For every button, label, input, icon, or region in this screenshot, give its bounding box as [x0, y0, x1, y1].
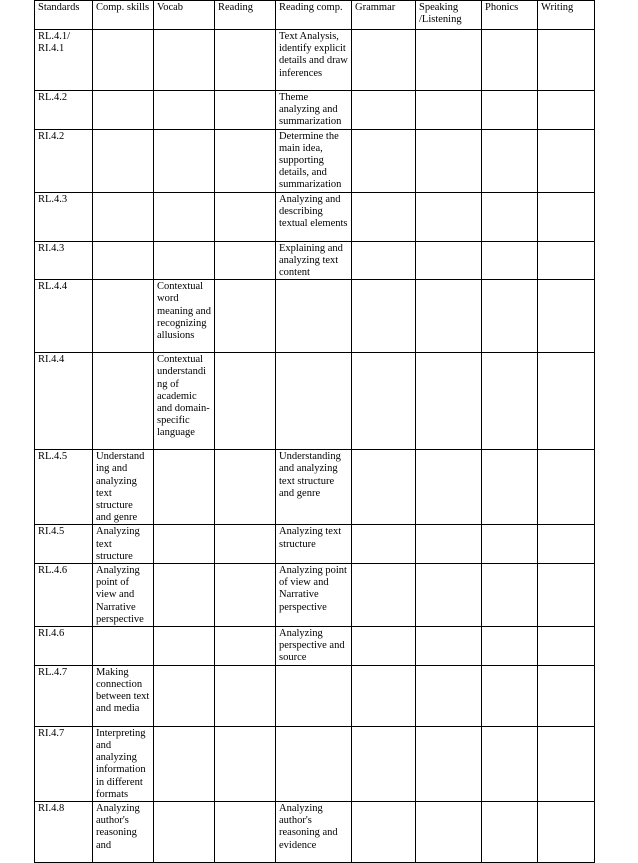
vocab-cell — [154, 726, 215, 801]
standard-cell: RI.4.4 — [35, 353, 93, 450]
phonics-cell — [482, 241, 538, 280]
comp-skills-cell — [93, 241, 154, 280]
reading-comp-cell: Determine the main idea, supporting details, and summarization — [276, 129, 352, 192]
standard-cell: RL.4.4 — [35, 280, 93, 353]
header-reading-comp: Reading comp. — [276, 1, 352, 30]
writing-cell — [538, 627, 595, 666]
reading-comp-cell — [276, 726, 352, 801]
speaking-listening-cell — [416, 129, 482, 192]
speaking-listening-cell — [416, 450, 482, 525]
standards-table — [34, 0, 595, 863]
reading-cell — [215, 192, 276, 241]
reading-cell — [215, 564, 276, 627]
standard-cell: RI.4.6 — [35, 627, 93, 666]
comp-skills-cell — [93, 353, 154, 450]
grammar-cell — [352, 564, 416, 627]
phonics-cell — [482, 91, 538, 130]
phonics-cell — [482, 353, 538, 450]
reading-comp-cell: Analyzing and describing textual elements — [276, 192, 352, 241]
writing-cell — [538, 665, 595, 726]
speaking-listening-cell — [416, 30, 482, 91]
speaking-listening-cell — [416, 241, 482, 280]
vocab-cell: Contextual word meaning and recognizing allusions — [154, 280, 215, 353]
vocab-cell — [154, 192, 215, 241]
writing-cell — [538, 91, 595, 130]
table-row — [35, 129, 595, 192]
standard-cell: RL.4.5 — [35, 450, 93, 525]
grammar-cell — [352, 192, 416, 241]
standard-cell: RL.4.1/ RI.4.1 — [35, 30, 93, 91]
table-row — [35, 280, 595, 353]
header-vocab: Vocab — [154, 1, 215, 30]
grammar-cell — [352, 30, 416, 91]
vocab-cell — [154, 564, 215, 627]
grammar-cell — [352, 241, 416, 280]
phonics-cell — [482, 525, 538, 564]
comp-skills-cell — [93, 30, 154, 91]
header-reading: Reading — [215, 1, 276, 30]
writing-cell — [538, 525, 595, 564]
vocab-cell — [154, 665, 215, 726]
comp-skills-cell — [93, 627, 154, 666]
vocab-cell — [154, 450, 215, 525]
reading-cell — [215, 30, 276, 91]
table-row — [35, 241, 595, 280]
comp-skills-cell — [93, 280, 154, 353]
writing-cell — [538, 353, 595, 450]
header-grammar: Grammar — [352, 1, 416, 30]
speaking-listening-cell — [416, 564, 482, 627]
grammar-cell — [352, 801, 416, 862]
comp-skills-cell: Analyzing text structure — [93, 525, 154, 564]
comp-skills-cell: Understand ing and analyzing text structure and genre — [93, 450, 154, 525]
writing-cell — [538, 726, 595, 801]
vocab-cell — [154, 627, 215, 666]
writing-cell — [538, 129, 595, 192]
table-row — [35, 450, 595, 525]
vocab-cell — [154, 30, 215, 91]
grammar-cell — [352, 129, 416, 192]
vocab-cell — [154, 525, 215, 564]
phonics-cell — [482, 30, 538, 91]
grammar-cell — [352, 91, 416, 130]
table-row — [35, 665, 595, 726]
reading-cell — [215, 91, 276, 130]
table-row — [35, 525, 595, 564]
grammar-cell — [352, 627, 416, 666]
reading-comp-cell: Analyzing point of view and Narrative perspective — [276, 564, 352, 627]
comp-skills-cell: Analyzing author's reasoning and — [93, 801, 154, 862]
reading-comp-cell: Analyzing perspective and source — [276, 627, 352, 666]
phonics-cell — [482, 801, 538, 862]
reading-comp-cell — [276, 353, 352, 450]
table-row — [35, 353, 595, 450]
writing-cell — [538, 801, 595, 862]
grammar-cell — [352, 450, 416, 525]
phonics-cell — [482, 280, 538, 353]
standard-cell: RL.4.3 — [35, 192, 93, 241]
speaking-listening-cell — [416, 280, 482, 353]
header-writing: Writing — [538, 1, 595, 30]
writing-cell — [538, 280, 595, 353]
phonics-cell — [482, 192, 538, 241]
speaking-listening-cell — [416, 353, 482, 450]
standard-cell: RI.4.7 — [35, 726, 93, 801]
header-row — [35, 1, 595, 30]
reading-cell — [215, 665, 276, 726]
reading-comp-cell: Analyzing author's reasoning and evidence — [276, 801, 352, 862]
standard-cell: RI.4.3 — [35, 241, 93, 280]
standard-cell: RL.4.2 — [35, 91, 93, 130]
phonics-cell — [482, 450, 538, 525]
reading-cell — [215, 353, 276, 450]
writing-cell — [538, 192, 595, 241]
vocab-cell — [154, 241, 215, 280]
vocab-cell: Contextual understandi ng of academic and domain- specific language — [154, 353, 215, 450]
table-row — [35, 726, 595, 801]
comp-skills-cell: Interpreting and analyzing information in different formats — [93, 726, 154, 801]
phonics-cell — [482, 129, 538, 192]
comp-skills-cell — [93, 192, 154, 241]
speaking-listening-cell — [416, 525, 482, 564]
comp-skills-cell: Making connection between text and media — [93, 665, 154, 726]
header-speaking-listening: Speaking /Listening — [416, 1, 482, 30]
phonics-cell — [482, 726, 538, 801]
reading-comp-cell — [276, 665, 352, 726]
standard-cell: RL.4.7 — [35, 665, 93, 726]
vocab-cell — [154, 129, 215, 192]
grammar-cell — [352, 726, 416, 801]
reading-cell — [215, 726, 276, 801]
table-row — [35, 30, 595, 91]
standard-cell: RI.4.5 — [35, 525, 93, 564]
grammar-cell — [352, 353, 416, 450]
speaking-listening-cell — [416, 627, 482, 666]
standard-cell: RL.4.6 — [35, 564, 93, 627]
reading-comp-cell: Explaining and analyzing text content — [276, 241, 352, 280]
reading-comp-cell — [276, 280, 352, 353]
reading-cell — [215, 450, 276, 525]
grammar-cell — [352, 280, 416, 353]
reading-comp-cell: Text Analysis, identify explicit details and draw inferences — [276, 30, 352, 91]
phonics-cell — [482, 564, 538, 627]
standard-cell: RI.4.8 — [35, 801, 93, 862]
reading-cell — [215, 801, 276, 862]
writing-cell — [538, 564, 595, 627]
reading-comp-cell: Understanding and analyzing text structure and genre — [276, 450, 352, 525]
speaking-listening-cell — [416, 665, 482, 726]
speaking-listening-cell — [416, 726, 482, 801]
reading-comp-cell: Theme analyzing and summarization — [276, 91, 352, 130]
grammar-cell — [352, 665, 416, 726]
grammar-cell — [352, 525, 416, 564]
header-phonics: Phonics — [482, 1, 538, 30]
table-row — [35, 627, 595, 666]
vocab-cell — [154, 91, 215, 130]
reading-cell — [215, 129, 276, 192]
reading-cell — [215, 241, 276, 280]
vocab-cell — [154, 801, 215, 862]
table-row — [35, 801, 595, 862]
table-row — [35, 192, 595, 241]
writing-cell — [538, 30, 595, 91]
reading-cell — [215, 627, 276, 666]
table-row — [35, 91, 595, 130]
comp-skills-cell: Analyzing point of view and Narrative perspective — [93, 564, 154, 627]
speaking-listening-cell — [416, 91, 482, 130]
comp-skills-cell — [93, 129, 154, 192]
reading-cell — [215, 525, 276, 564]
standard-cell: RI.4.2 — [35, 129, 93, 192]
header-standards: Standards — [35, 1, 93, 30]
writing-cell — [538, 450, 595, 525]
header-comp-skills: Comp. skills — [93, 1, 154, 30]
table-row — [35, 564, 595, 627]
speaking-listening-cell — [416, 192, 482, 241]
reading-cell — [215, 280, 276, 353]
speaking-listening-cell — [416, 801, 482, 862]
writing-cell — [538, 241, 595, 280]
phonics-cell — [482, 627, 538, 666]
reading-comp-cell: Analyzing text structure — [276, 525, 352, 564]
comp-skills-cell — [93, 91, 154, 130]
phonics-cell — [482, 665, 538, 726]
